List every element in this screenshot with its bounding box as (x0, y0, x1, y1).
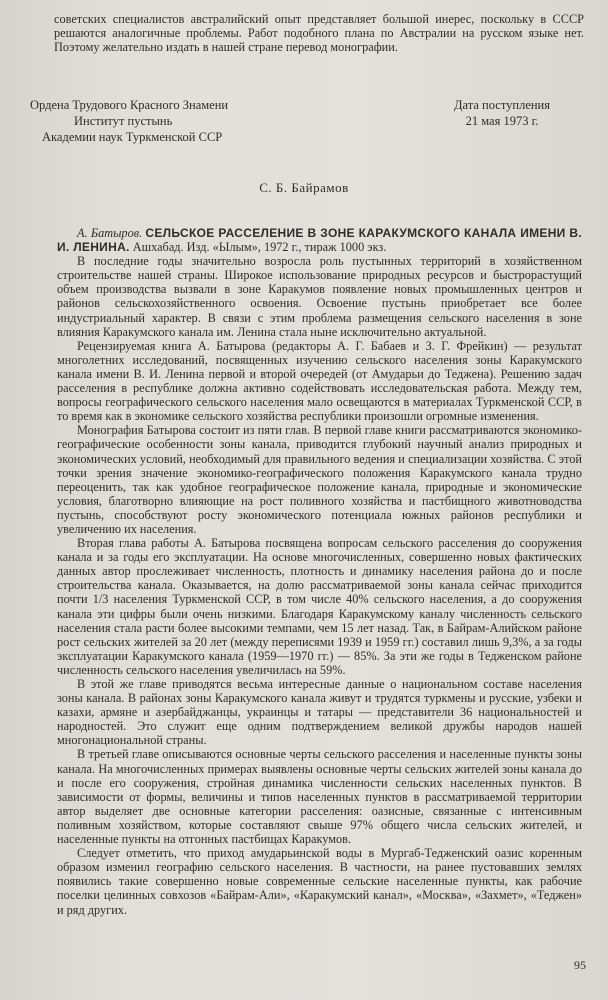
received-label: Дата поступления (454, 98, 550, 112)
body-paragraph-6: В третьей главе описываются основные черты сельского расселения и населенные пункты зоны канала. На многочисленных примерах выявлены основные черты сельских жителей зоны канала до и после его сооружения, стройная динамика численности сельских населенных пунктов. В зависимости от формы, величины и типов населенных пунктов в рассматриваемой территории автор выделяет две основные категории расселения: оазисные, связанные с интенсивным поливным хозяйством, которые составляют свыше 97% общего числа сельских жителей, и населенные пункты на отгонных пастбищах Каракумов. (57, 747, 582, 847)
page-number: 95 (574, 958, 586, 972)
book-imprint: Ашхабад. Изд. «Ылым», 1972 г., тираж 1000 экз. (132, 240, 387, 255)
institution-block (30, 97, 228, 145)
book-author: А. Батыров. (77, 226, 143, 240)
received-date: 21 мая 1973 г. (465, 114, 539, 128)
intro-block (54, 12, 584, 54)
body-paragraph-7: Следует отметить, что приход амударьинской воды в Мургаб-Теджeнский оазис коренным образом изменил географию сельского населения. В частности, на ранее пустовавших землях появились такие совершенно новые современные сельские населенные пункты, как рабочие поселки целинных совхозов «Байрам-Али», «Каракумский канал», «Москва», «Захмет», «Теджен» и ряд других. (57, 846, 582, 917)
body-paragraph-1: В последние годы значительно возросла роль пустынных территорий в хозяйственном строительстве нашей страны. Широкое использование природных ресурсов и быстрорастущий объем производства вызвали в зоне Каракумов появление новых промышленных центров и районов сельскохозяйственного освоения. Освоение пустынь приобретает все более индустриальный характер. В связи с этим проблема размещения сельского населения в зоне влияния Каракумского канала им. Ленина стала ныне исключительно актуальной. (57, 254, 582, 339)
received-block (454, 97, 550, 129)
institution-line-2: Институт пустынь (74, 114, 173, 128)
body-paragraph-5: В этой же главе приводятся весьма интересные данные о национальном составе населения зоны канала. В районах зоны Каракумского канала живут и трудятся туркмены и русские, узбеки и казахи, армяне и азербайджанцы, украинцы и татары — представители 36 национальностей и народностей. Это служит еще одним подтверждением великой дружбы народов нашей многонациональной страны. (57, 677, 582, 748)
book-title: СЕЛЬСКОЕ РАССЕЛЕНИЕ В ЗОНЕ КАРАКУМСКОГО КАНАЛА ИМЕНИ В. И. ЛЕНИНА. (57, 226, 583, 255)
body-paragraph-3: Монография Батырова состоит из пяти глав. В первой главе книги рассматриваются экономико-географические особенности зоны канала, приводится глубокий научный анализ природных и экономических условий, необходимый для правильного ведения и специализации хозяйства. С этой точки зрения значение экономико-географического положения Каракумского канала трудно переоценить, так как удобное географическое положение канала, природные и экономические условия, благотворно влияющие на рост поливного хозяйства и пастбищного животноводства пустынь, способствуют росту экономического потенциала южных районов республики и увеличению их населения. (57, 423, 582, 536)
review-heading (57, 226, 582, 254)
intro-paragraph: советских специалистов австралийский опыт представляет большой инерес, поскольку в СССР решаются аналогичные проблемы. Работ подобного плана по Австралии на русском языке нет. Поэтому желательно издать в нашей стране перевод монографии. (54, 12, 584, 55)
institution-line-3: Академии наук Туркменской ССР (42, 130, 223, 144)
reviewer-name: С. Б. Байрамов (259, 180, 349, 195)
body-paragraph-2: Рецензируемая книга А. Батырова (редакторы А. Г. Бабаев и З. Г. Фрейкин) — результат многолетних исследований, посвященных изучению сельского населения зоны Каракумского канала имени В. И. Ленина первой и второй очередей (от Амударьи до Теджена). Решению задач расселения в республике должна активно содействовать исследовательская работа. Между тем, вопросы географического сельского населения мало освещаются в материалах Туркменской ССР, в то время как в экономике сельского хозяйства республики произошли огромные изменения. (57, 338, 582, 424)
body-paragraph-4: Вторая глава работы А. Батырова посвящена вопросам сельского расселения до сооружения канала и за годы его эксплуатации. На основе многочисленных, совершенно новых фактических данных автор прослеживает численность, плотность и динамику населения района до и после строительства канала. Оказывается, на долю рассматриваемой зоны канала сейчас приходится почти 1/3 населения Туркменской ССР, в том числе 40% сельского населения, а до сооружения канала эти цифры были очень низкими. Благодаря Каракумскому каналу численность сельского населения стала расти более высокими темпами, чем 15 лет назад. Так, в Байрам-Алийском районе рост сельских жителей за 20 лет (между переписями 1939 и 1959 гг.) составил лишь 9,3%, а за годы эксплуатации Каракумского канала (1959—1970 гг.) — 85%. За эти же годы в Тедженском районе численность сельского населения увеличилась на 59%. (57, 536, 582, 677)
review-body (57, 226, 582, 917)
institution-line-1: Ордена Трудового Красного Знамени (30, 98, 229, 112)
